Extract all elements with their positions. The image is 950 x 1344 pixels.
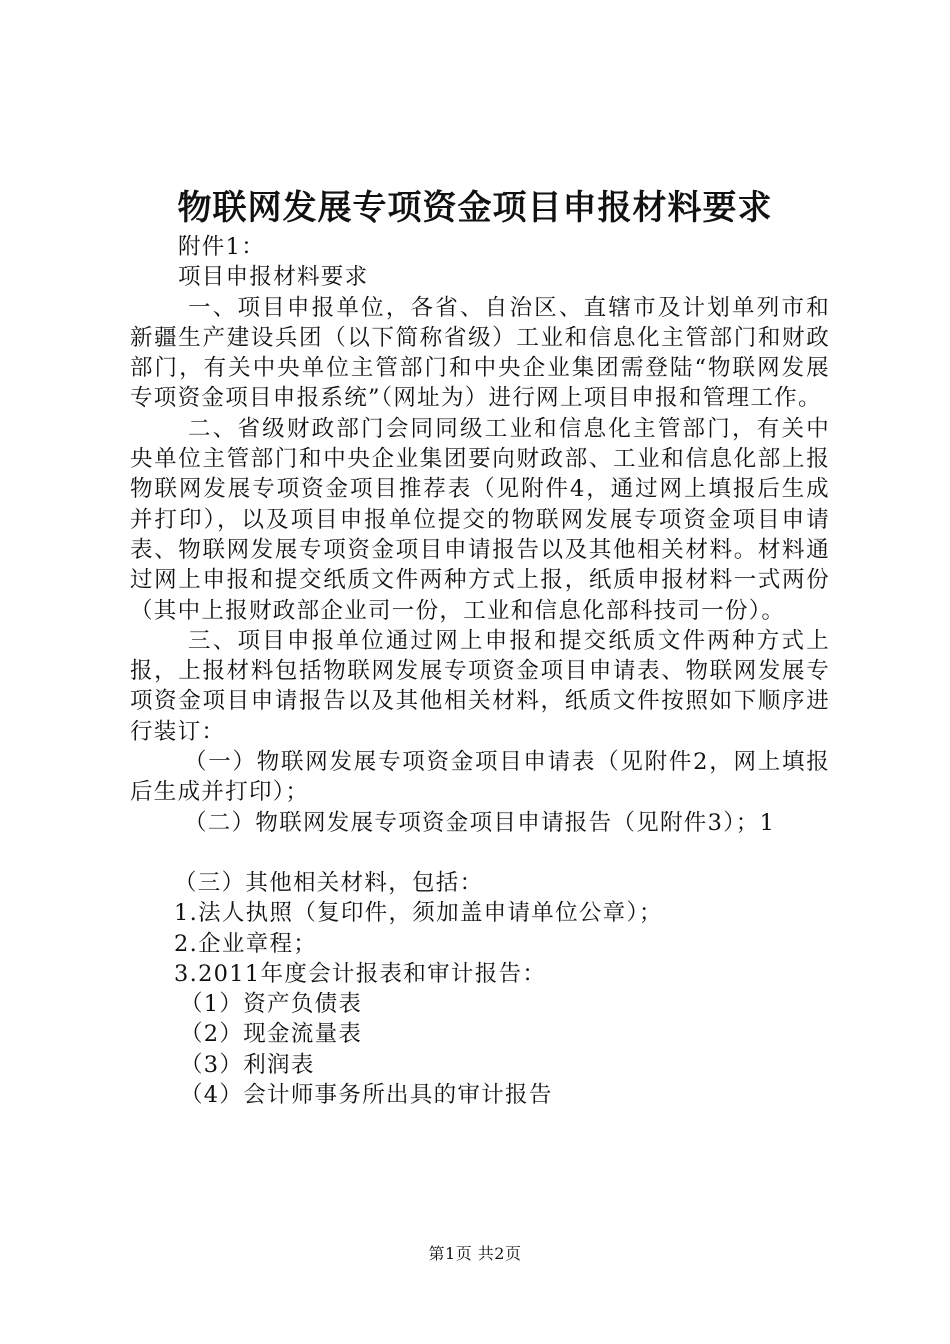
page-footer: 第1页 共2页 [428,1244,522,1263]
paragraph-2: 二、省级财政部门会同同级工业和信息化主管部门，有关中央单位主管部门和中央企业集团要向财政部、工业和信息化部上报物联网发展专项资金项目推荐表（见附件4，通过网上填报后生成并打印），以及项目申报单位提交的物联网发展专项资金项目申请表、物联网发展专项资金项目申请报告以及其他相关材料。材料通过网上申报和提交纸质文件两种方式上报，纸质申报材料一式两份（其中上报财政部企业司一份，工业和信息化部科技司一份）。 [130,415,830,624]
item-3: （三）其他相关材料，包括： [174,869,484,896]
item-2: （二）物联网发展专项资金项目申请报告（见附件3）；1 [184,809,776,836]
list-item: （3）利润表 [180,1051,315,1078]
attachment-label: 附件1： [178,234,266,260]
list-item: （4）会计师事务所出具的审计报告 [180,1082,553,1109]
blank-line [130,838,830,868]
list-item: （2）现金流量表 [180,1021,363,1048]
item-1: （一）物联网发展专项资金项目申请表（见附件2，网上填报后生成并打印）； [130,749,830,806]
document-body [130,232,830,1110]
list-item: 2.企业章程； [174,930,318,957]
paragraph-3: 三、项目申报单位通过网上申报和提交纸质文件两种方式上报，上报材料包括物联网发展专项资金项目申请表、物联网发展专项资金项目申请报告以及其他相关材料，纸质文件按照如下顺序进行装订： [130,627,830,745]
document-title: 物联网发展专项资金项目申报材料要求 [177,188,773,228]
list-item: （1）资产负债表 [180,991,363,1018]
paragraph-1: 一、项目申报单位，各省、自治区、直辖市及计划单列市和新疆生产建设兵团（以下简称省级）工业和信息化主管部门和财政部门，有关中央单位主管部门和中央企业集团需登陆“物联网发展专项资金项目申报系统”（网址为）进行网上项目申报和管理工作。 [130,294,830,412]
section-heading: 项目申报材料要求 [178,264,369,291]
list-item: 3.2011年度会计报表和审计报告： [174,960,547,987]
list-item: 1.法人执照（复印件，须加盖申请单位公章）； [174,900,663,927]
